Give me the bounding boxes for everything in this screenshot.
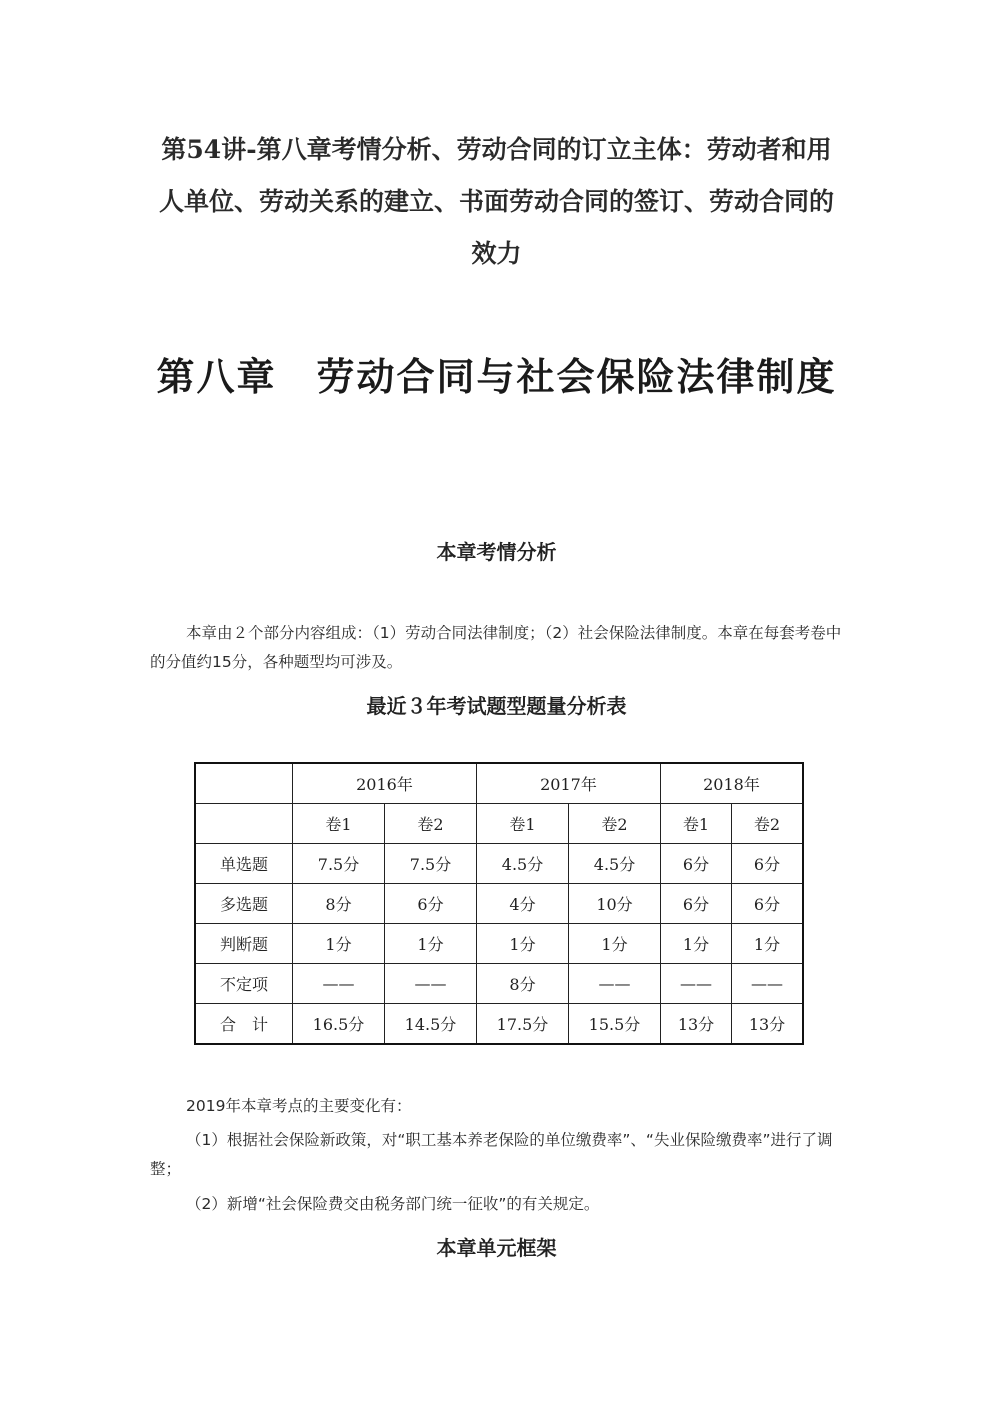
table-cell: —— [732,964,804,1004]
table-row [195,964,803,1004]
row-label: 单选题 [195,844,293,884]
changes-heading: 2019年本章考点的主要变化有： [186,1097,412,1115]
paper-header: 卷2 [569,804,661,844]
table-corner-cell [195,763,293,804]
paper-header: 卷1 [477,804,569,844]
intro-paragraph: 本章由２个部分内容组成：（1）劳动合同法律制度；（2）社会保险法律制度。本章在每套考卷中的分值约15分，各种题型均可涉及。 [150,624,842,671]
year-header: 2018年 [661,763,804,804]
table-row [195,924,803,964]
chapter-title: 第八章 劳动合同与社会保险法律制度 [156,354,837,399]
row-label: 不定项 [195,964,293,1004]
score-analysis-table [194,762,804,1045]
paper-header: 卷2 [385,804,477,844]
table-cell: 4分 [477,884,569,924]
table-cell: 17.5分 [477,1004,569,1045]
table-cell: 1分 [477,924,569,964]
paper-header: 卷2 [732,804,804,844]
year-header: 2017年 [477,763,661,804]
table-cell: 8分 [477,964,569,1004]
table-corner-cell [195,804,293,844]
table-cell: 6分 [385,884,477,924]
change-item: （2）新增“社会保险费交由税务部门统一征收”的有关规定。 [186,1195,600,1213]
year-header: 2016年 [293,763,477,804]
table-cell: 13分 [661,1004,732,1045]
table-cell: —— [661,964,732,1004]
table-cell: 7.5分 [385,844,477,884]
table-cell: —— [293,964,385,1004]
table-cell: 16.5分 [293,1004,385,1045]
change-item: （1）根据社会保险新政策，对“职工基本养老保险的单位缴费率”、“失业保险缴费率”进行了调整； [150,1131,833,1178]
lecture-title: 第54讲-第八章考情分析、劳动合同的订立主体：劳动者和用人单位、劳动关系的建立、书面劳动合同的签订、劳动合同的效力 [158,135,834,268]
table-cell: —— [385,964,477,1004]
table-cell: 6分 [661,884,732,924]
table-total-row [195,1004,803,1045]
framework-heading: 本章单元框架 [436,1236,557,1260]
row-label: 合 计 [195,1004,293,1045]
table-cell: 1分 [569,924,661,964]
table-cell: 6分 [732,884,804,924]
paper-header: 卷1 [661,804,732,844]
table-cell: 4.5分 [569,844,661,884]
paper-header: 卷1 [293,804,385,844]
table-year-row [195,763,803,804]
table-cell: 8分 [293,884,385,924]
table-cell: 4.5分 [477,844,569,884]
table-cell: 1分 [661,924,732,964]
table-cell: 15.5分 [569,1004,661,1045]
table-cell: 6分 [732,844,804,884]
table-heading: 最近３年考试题型题量分析表 [366,694,627,718]
table-cell: 7.5分 [293,844,385,884]
table-cell: —— [569,964,661,1004]
analysis-heading: 本章考情分析 [436,540,557,564]
table-row [195,884,803,924]
row-label: 判断题 [195,924,293,964]
table-row [195,844,803,884]
table-cell: 1分 [732,924,804,964]
table-cell: 6分 [661,844,732,884]
table-cell: 1分 [293,924,385,964]
table-cell: 10分 [569,884,661,924]
table-cell: 14.5分 [385,1004,477,1045]
table-paper-row [195,804,803,844]
row-label: 多选题 [195,884,293,924]
table-cell: 13分 [732,1004,804,1045]
table-cell: 1分 [385,924,477,964]
